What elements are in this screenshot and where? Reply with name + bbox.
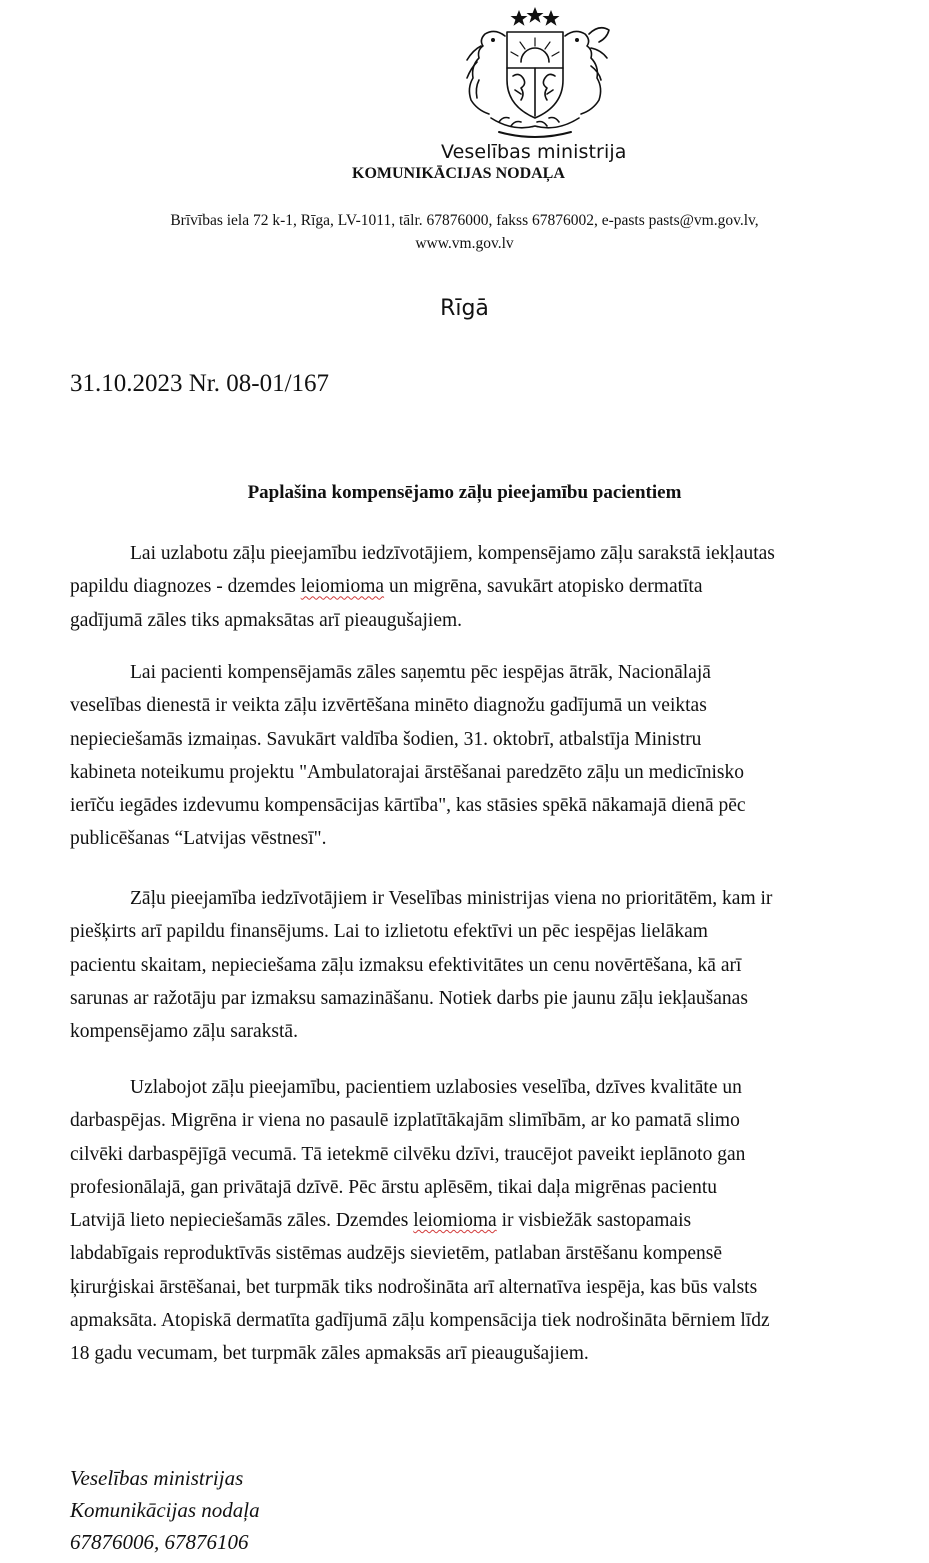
contact-address: Brīvības iela 72 k-1, Rīga, LV-1011, tālr. 67876000, fakss 67876002, e-pasts pasts@vm.gov.lv, bbox=[170, 212, 759, 229]
spellcheck-flagged-word: leiomioma bbox=[300, 576, 385, 598]
text-line: publicēšanas “Latvijas vēstnesī". bbox=[70, 828, 327, 850]
document-date-number: 31.10.2023 Nr. 08-01/167 bbox=[70, 370, 330, 397]
text-line: pacientu skaitam, nepieciešama zāļu izmaksu efektivitātes un cenu novērtēšana, kā arī bbox=[70, 954, 742, 976]
text-line: labdabīgais reproduktīvās sistēmas audzējs sievietēm, patlaban ārstēšanu kompensē bbox=[70, 1243, 722, 1265]
text-segment: Latvijā lieto nepieciešamās zāles. Dzemdes bbox=[70, 1210, 414, 1232]
text-line: apmaksāta. Atopiskā dermatīta gadījumā zāļu kompensācija tiek nodrošināta bērniem līdz bbox=[70, 1310, 770, 1332]
text-line: Zāļu pieejamība iedzīvotājiem ir Veselības ministrijas viena no prioritātēm, kam ir bbox=[130, 888, 773, 909]
signature-department: Komunikācijas nodaļa bbox=[70, 1498, 260, 1522]
text-line: Lai uzlabotu zāļu pieejamību iedzīvotājiem, kompensējamo zāļu sarakstā iekļautas bbox=[130, 543, 775, 564]
latvia-coat-of-arms-icon bbox=[455, 6, 615, 140]
text-line bbox=[70, 1204, 880, 1237]
body-paragraph-4 bbox=[70, 1071, 880, 1371]
body-paragraph-3 bbox=[70, 882, 880, 1048]
place-of-issue: Rīgā bbox=[440, 296, 489, 321]
text-line: kompensējamo zāļu sarakstā. bbox=[70, 1021, 298, 1043]
ministry-name: Veselības ministrija bbox=[441, 141, 627, 163]
text-line: cilvēki darbaspējīgā vecumā. Tā ietekmē cilvēku dzīvi, traucējot paveikt ieplānoto gan bbox=[70, 1143, 746, 1165]
text-line: Lai pacienti kompensējamās zāles saņemtu pēc iespējas ātrāk, Nacionālajā bbox=[130, 662, 711, 683]
signature-block bbox=[70, 1462, 260, 1558]
text-line: darbaspējas. Migrēna ir viena no pasaulē izplatītākajām slimībām, ar ko pamatā slimo bbox=[70, 1110, 740, 1132]
text-line: ķirurģiskai ārstēšanai, bet turpmāk tiks nodrošināta arī alternatīva iespēja, kas būs valsts bbox=[70, 1276, 758, 1298]
text-line: nepieciešamās izmaiņas. Savukārt valdība šodien, 31. oktobrī, atbalstīja Ministru bbox=[70, 728, 702, 750]
text-line: ierīču iegādes izdevumu kompensācijas kārtība", kas stāsies spēkā nākamajā dienā pēc bbox=[70, 795, 746, 817]
body-paragraph-2 bbox=[70, 656, 880, 856]
text-line: 18 gadu vecumam, bet turpmāk zāles apmaksās arī pieaugušajiem. bbox=[70, 1343, 589, 1365]
text-segment: ir visbiežāk sastopamais bbox=[496, 1210, 692, 1232]
text-line: sarunas ar ražotāju par izmaksu samazināšanu. Notiek darbs pie jaunu zāļu iekļaušanas bbox=[70, 987, 748, 1009]
text-segment: un migrēna, savukārt atopisko dermatīta bbox=[384, 576, 703, 598]
text-line: Uzlabojot zāļu pieejamību, pacientiem uzlabosies veselība, dzīves kvalitāte un bbox=[130, 1077, 742, 1098]
signature-organization: Veselības ministrijas bbox=[70, 1466, 244, 1490]
text-line bbox=[70, 570, 880, 603]
text-line: veselības dienestā ir veikta zāļu izvērtēšana minēto diagnožu gadījumā un veiktas bbox=[70, 695, 707, 717]
spellcheck-flagged-word: leiomioma bbox=[413, 1210, 497, 1232]
text-line: profesionālajā, gan privātajā dzīvē. Pēc ārstu aplēsēm, tikai daļa migrēnas pacientu bbox=[70, 1176, 718, 1198]
text-segment: papildu diagnozes - dzemdes bbox=[70, 576, 301, 598]
text-line: kabineta noteikumu projektu "Ambulatorajai ārstēšanai paredzēto zāļu un medicīnisko bbox=[70, 761, 744, 783]
website-address: www.vm.gov.lv bbox=[415, 235, 514, 252]
signature-phones: 67876006, 67876106 bbox=[70, 1530, 249, 1554]
body-paragraph-1 bbox=[70, 537, 880, 637]
text-line: piešķirts arī papildu finansējums. Lai to izlietotu efektīvi un pēc iespējas lielākam bbox=[70, 921, 708, 943]
press-release-headline: Paplašina kompensējamo zāļu pieejamību pacientiem bbox=[247, 482, 682, 503]
department-name: KOMUNIKĀCIJAS NODAĻA bbox=[352, 165, 565, 182]
text-line: gadījumā zāles tiks apmaksātas arī pieaugušajiem. bbox=[70, 609, 463, 631]
